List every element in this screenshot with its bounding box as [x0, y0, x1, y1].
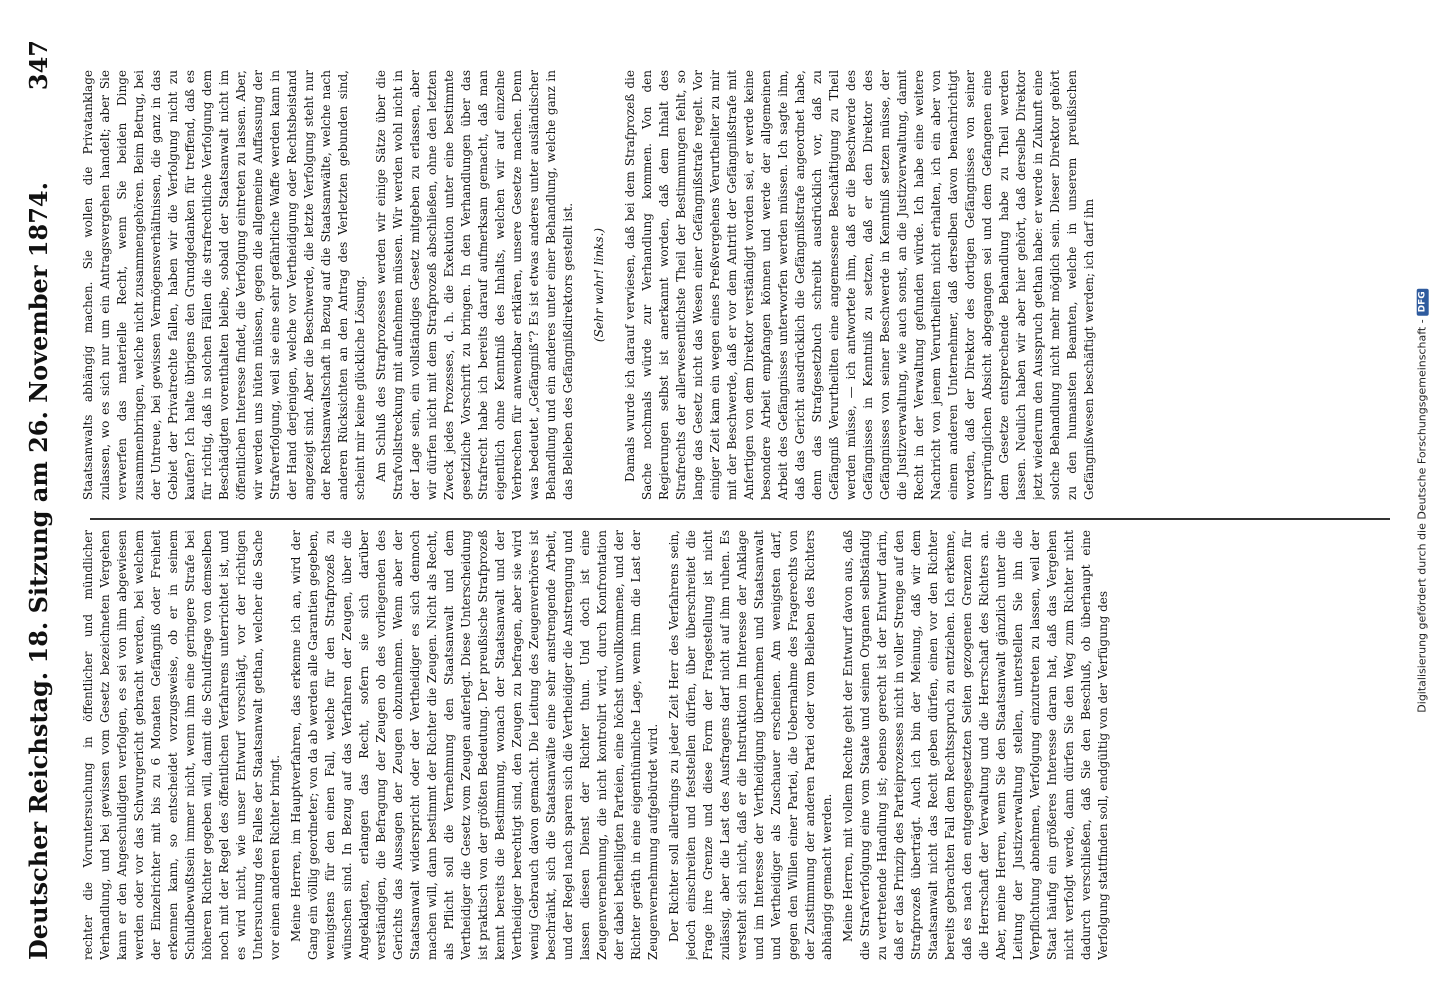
- paragraph: Damals wurde ich darauf verwiesen, daß bei dem Strafprozeß die Sache nochmals würde zur Verhandlung kommen. Von den Regierungen selbst ist anerkannt worden, daß dem Inhalt des Strafrechts der allerwesentlichste Theil der Bestimmungen fehlt, so lange das Gesetz nicht das Wesen einer Gefängnißstrafe regelt. Vor einiger Zeit kam ein wegen eines Preßvergehens Verurtheilter zu mir mit der Beschwerde, daß er vor dem Antritt der Gefängnißstrafe mit Anfertigen von dem Direktor verständigt worden sei, er werde keine besondere Arbeit empfangen können und werde der allgemeinen Arbeit des Gefängnisses unterworfen werden müssen. Ich sagte ihm, daß das Gericht ausdrücklich die Gefängnißstrafe angeordnet habe, denn das Strafgesetzbuch schreibt ausdrücklich vor, daß zu Gefängniß Verurtheilten eine angemessene Beschäftigung zu Theil werden müsse, — ich antwortete ihm, daß er die Beschwerde des Gefängnisses in Kenntniß zu setzen, daß er den Direktor des Gefängnisses von seiner Beschwerde in Kenntniß setzen müsse, der die Justizverwaltung, wie auch sonst, an die Justizverwaltung, damit Recht in der Verwaltung gefunden würde. Ich habe eine weitere Nachricht von jenem Verurtheilten nicht erhalten, ich ein aber von einem anderen Unternehmer, daß derselben davon benachrichtigt worden, daß der Direktor des dortigen Gefängnisses von seiner ursprünglichen Absicht abgegangen sei und dem Gefangenen eine dem Gesetze entsprechende Behandlung habe zu Theil werden lassen. Neulich haben wir aber hier gehört, daß derselbe Direktor jetzt wiederum den Ausspruch gethan habe: er werde in Zukunft eine solche Behandlung nicht mehr möglich sein. Dieser Direktor gehört zu den humansten Beamten, welche in unserem preußischen Gefängnißwesen beschäftigt werden; ich darf ihn: [623, 70, 1096, 500]
- page-number: 347: [24, 40, 53, 91]
- paragraph: Staatsanwalts abhängig machen. Sie wollen die Privatanklage zulassen, wo es sich nur um ein Antragsvergehen handelt; aber Sie verwerfen das materielle Recht, wenn Sie beiden Dinge zusammenbringen, welche nicht zusammengehören. Beim Betrug, bei der Untreue, bei gewissen Vermögensverhältnissen, die ganz in das Gebiet der Privatrechte fallen, haben wir die Verfolgung nicht zu kaufen? Ich halte übrigens den Grundgedanken für treffend, daß es für richtig, daß in solchen Fällen die strafrechtliche Verfolgung dem Beschädigten vorenthalten bleibe, sobald der Staatsanwalt nicht im öffentlichen Interesse findet, die Verfolgung eintreten zu lassen. Aber, wir werden uns hüten müssen, gegen die allgemeine Auffassung der Strafverfolgung, weil sie eine sehr gefährliche Waffe werden kann in der Hand derjenigen, welche vor Vertheidigung oder Rechtsbeistand angezeigt sind. Aber die Beschwerde, die letzte Verfolgung steht nur der Rechtsanwaltschaft in Bezug auf die Staatsanwälte, welche nach anderen Rücksichten an den Antrag des Verletzten gebunden sind, scheint mir keine glückliche Lösung.: [81, 70, 367, 500]
- digitization-credit: [1413, 0, 1432, 1000]
- column-divider: [90, 519, 1390, 521]
- paragraph: Der Richter soll allerdings zu jeder Zeit Herr des Verfahrens sein, jedoch einschreiten und feststellen dürfen, über überschreitet die Frage ihre Grenze und diese Form der Fragestellung ist nicht zulässig, aber die Last des Ausfragens darf nicht auf ihm ruhen. Es versteht sich nicht, daß er die Instruktion im Interesse der Anklage und im Interesse der Vertheidigung übernehmen und Staatsanwalt und Vertheidiger als Zuschauer erscheinen. Am wenigsten darf, gegen den Willen einer Partei, die Uebernahme des Fragerechts von der Zustimmung der anderen Partei oder vom Belieben des Richters abhängig gemacht werden.: [667, 530, 834, 960]
- running-header: [14, 40, 64, 960]
- text-column-first: [80, 530, 1400, 960]
- paragraph: rechter die Voruntersuchung in öffentlicher und mündlicher Verhandlung, und bei gewissen vom Gesetz bezeichneten Vergehen kann er den Angeschuldigten verfolgen, es sei von ihm abgewiesen werden oder vor das Schwurgericht gebracht werden, bei welchem der Einzelrichter mit bis zu 6 Monaten Gefängniß oder Freiheit erkennen kann, so entscheidet vorzugsweise, ob er in seinem Schuldbewußtsein immer nicht, wenn ihm eine geringere Strafe bei höheren Richter gegeben will, damit die Schuldfrage von demselben noch mit der Regel des öffentlichen Verfahrens unterrichtet ist, und es wird nicht, wie unser Entwurf vorschlägt, vor der richtigen Untersuchung des Falles der Staatsanwalt gethan, welcher die Sache vor einen anderen Richter bringt.: [81, 530, 282, 960]
- paragraph: Meine Herren, mit vollem Rechte geht der Entwurf davon aus, daß die Strafverfolgung eine vom Staate und seinen Organen selbständig zu vertretende Handlung ist; ebenso gerecht ist der Entwurf darin, daß er das Prinzip des Parteiprozesses nicht in voller Strenge auf den Strafprozeß überträgt. Auch ich bin der Meinung, daß wir dem Staatsanwalt nicht das Recht geben dürfen, einen vor den Richter bereits gebrachten Fall dem Rechtsspruch zu entziehen. Ich erkenne, daß es nach den entgegengesetzten Seiten gezogenen Grenzen für die Herrschaft der Verwaltung und die Herrschaft des Richters an. Aber, meine Herren, wenn Sie den Staatsanwalt gänzlich unter die Leitung der Justizverwaltung stellen, unterstellen Sie ihn die Verpflichtung abnehmen, Verfolgung einzutreten zu lassen, weil der Staat häufig ein größeres Interesse daran hat, daß das Vergehen nicht verfolgt werde, dann dürfen Sie den Weg zum Richter nicht dadurch verschließen, daß Sie den Beschluß, ob überhaupt eine Verfolgung stattfinden soll, endgültig von der Verfügung des: [841, 530, 1110, 960]
- header-title: Deutscher Reichstag. 18. Sitzung am 26. November 1874.: [24, 182, 53, 960]
- paragraph: Meine Herren, im Hauptverfahren, das erkenne ich an, wird der Gang ein völlig geordneter; von da ab werden alle Garantien gegeben, wenigstens für den einen Fall, welche für den Strafprozeß zu wünschen sind. In Bezug auf das Verfahren der Zeugen, über die Angeklagten, erlangen das Recht, sofern sie sich darüber verständigen, die Befragung der Zeugen ob des vorliegenden des Gerichts das Aussagen der Zeugen obzunehmen. Wenn aber der Staatsanwalt widerspricht oder der Vertheidiger es sich dennoch machen will, dann bestimmt der Richter die Zeugen. Nicht als Recht, als Pflicht soll die Vernehmung den Staatsanwalt und dem Vertheidiger die Gesetz vom Zeugen auferlegt. Diese Unterscheidung ist praktisch von der größten Bedeutung. Der preußische Strafprozeß kennt bereits die Bestimmung, wonach der Staatsanwalt und der Vertheidiger berechtigt sind, den Zeugen zu befragen, aber sie wird wenig Gebrauch davon gemacht. Die Leitung des Zeugenverhöres ist beschränkt, sich die Staatsanwälte eine sehr anstrengende Arbeit, und der Regel nach sparen sich die Vertheidiger die Anstrengung und lassen diesen Dienst der Richter thun. Und doch ist eine Zeugenvernehmung, die nicht kontrolirt wird, durch Konfrontation der dabei betheiligten Parteien, eine höchst unvollkommene, und der Richter geräth in eine eigenthümliche Lage, wenn ihm die Last der Zeugenvernehmung aufgebürdet wird.: [289, 530, 660, 960]
- text-column-second: [80, 70, 1400, 500]
- dfg-logo: DFG: [1417, 288, 1429, 315]
- speaker-interjection: (Sehr wahr! links.): [592, 227, 606, 343]
- digitization-credit-text: Digitalisierung gefördert durch die Deutsche Forschungsgemeinschaft -: [1416, 318, 1429, 713]
- paragraph: Am Schluß des Strafprozesses werden wir einige Sätze über die Strafvollstreckung mit aufnehmen müssen. Wir werden wohl nicht in der Lage sein, ein vollständiges Gesetz mitgeben zu erlassen, aber wir dürfen nicht mit dem Strafprozeß abschließen, ohne den letzten Zweck jedes Prozesses, d. h. die Exekution unter eine bestimmte gesetzliche Vorschrift zu bringen. In den Verhandlungen über das Strafrecht habe ich bereits darauf aufmerksam gemacht, daß man eigentlich ohne Kenntniß des Inhalts, welchen wir auf einzelne Verbrechen für anwendbar erklären, unsere Gesetze machen. Denn was bedeutet „Gefängniß“? Es ist etwas anderes unter ausländischer Behandlung und ein anderes unter einer Behandlung, welche ganz in das Belieben des Gefängnißdirektors gestellt ist.: [374, 70, 575, 500]
